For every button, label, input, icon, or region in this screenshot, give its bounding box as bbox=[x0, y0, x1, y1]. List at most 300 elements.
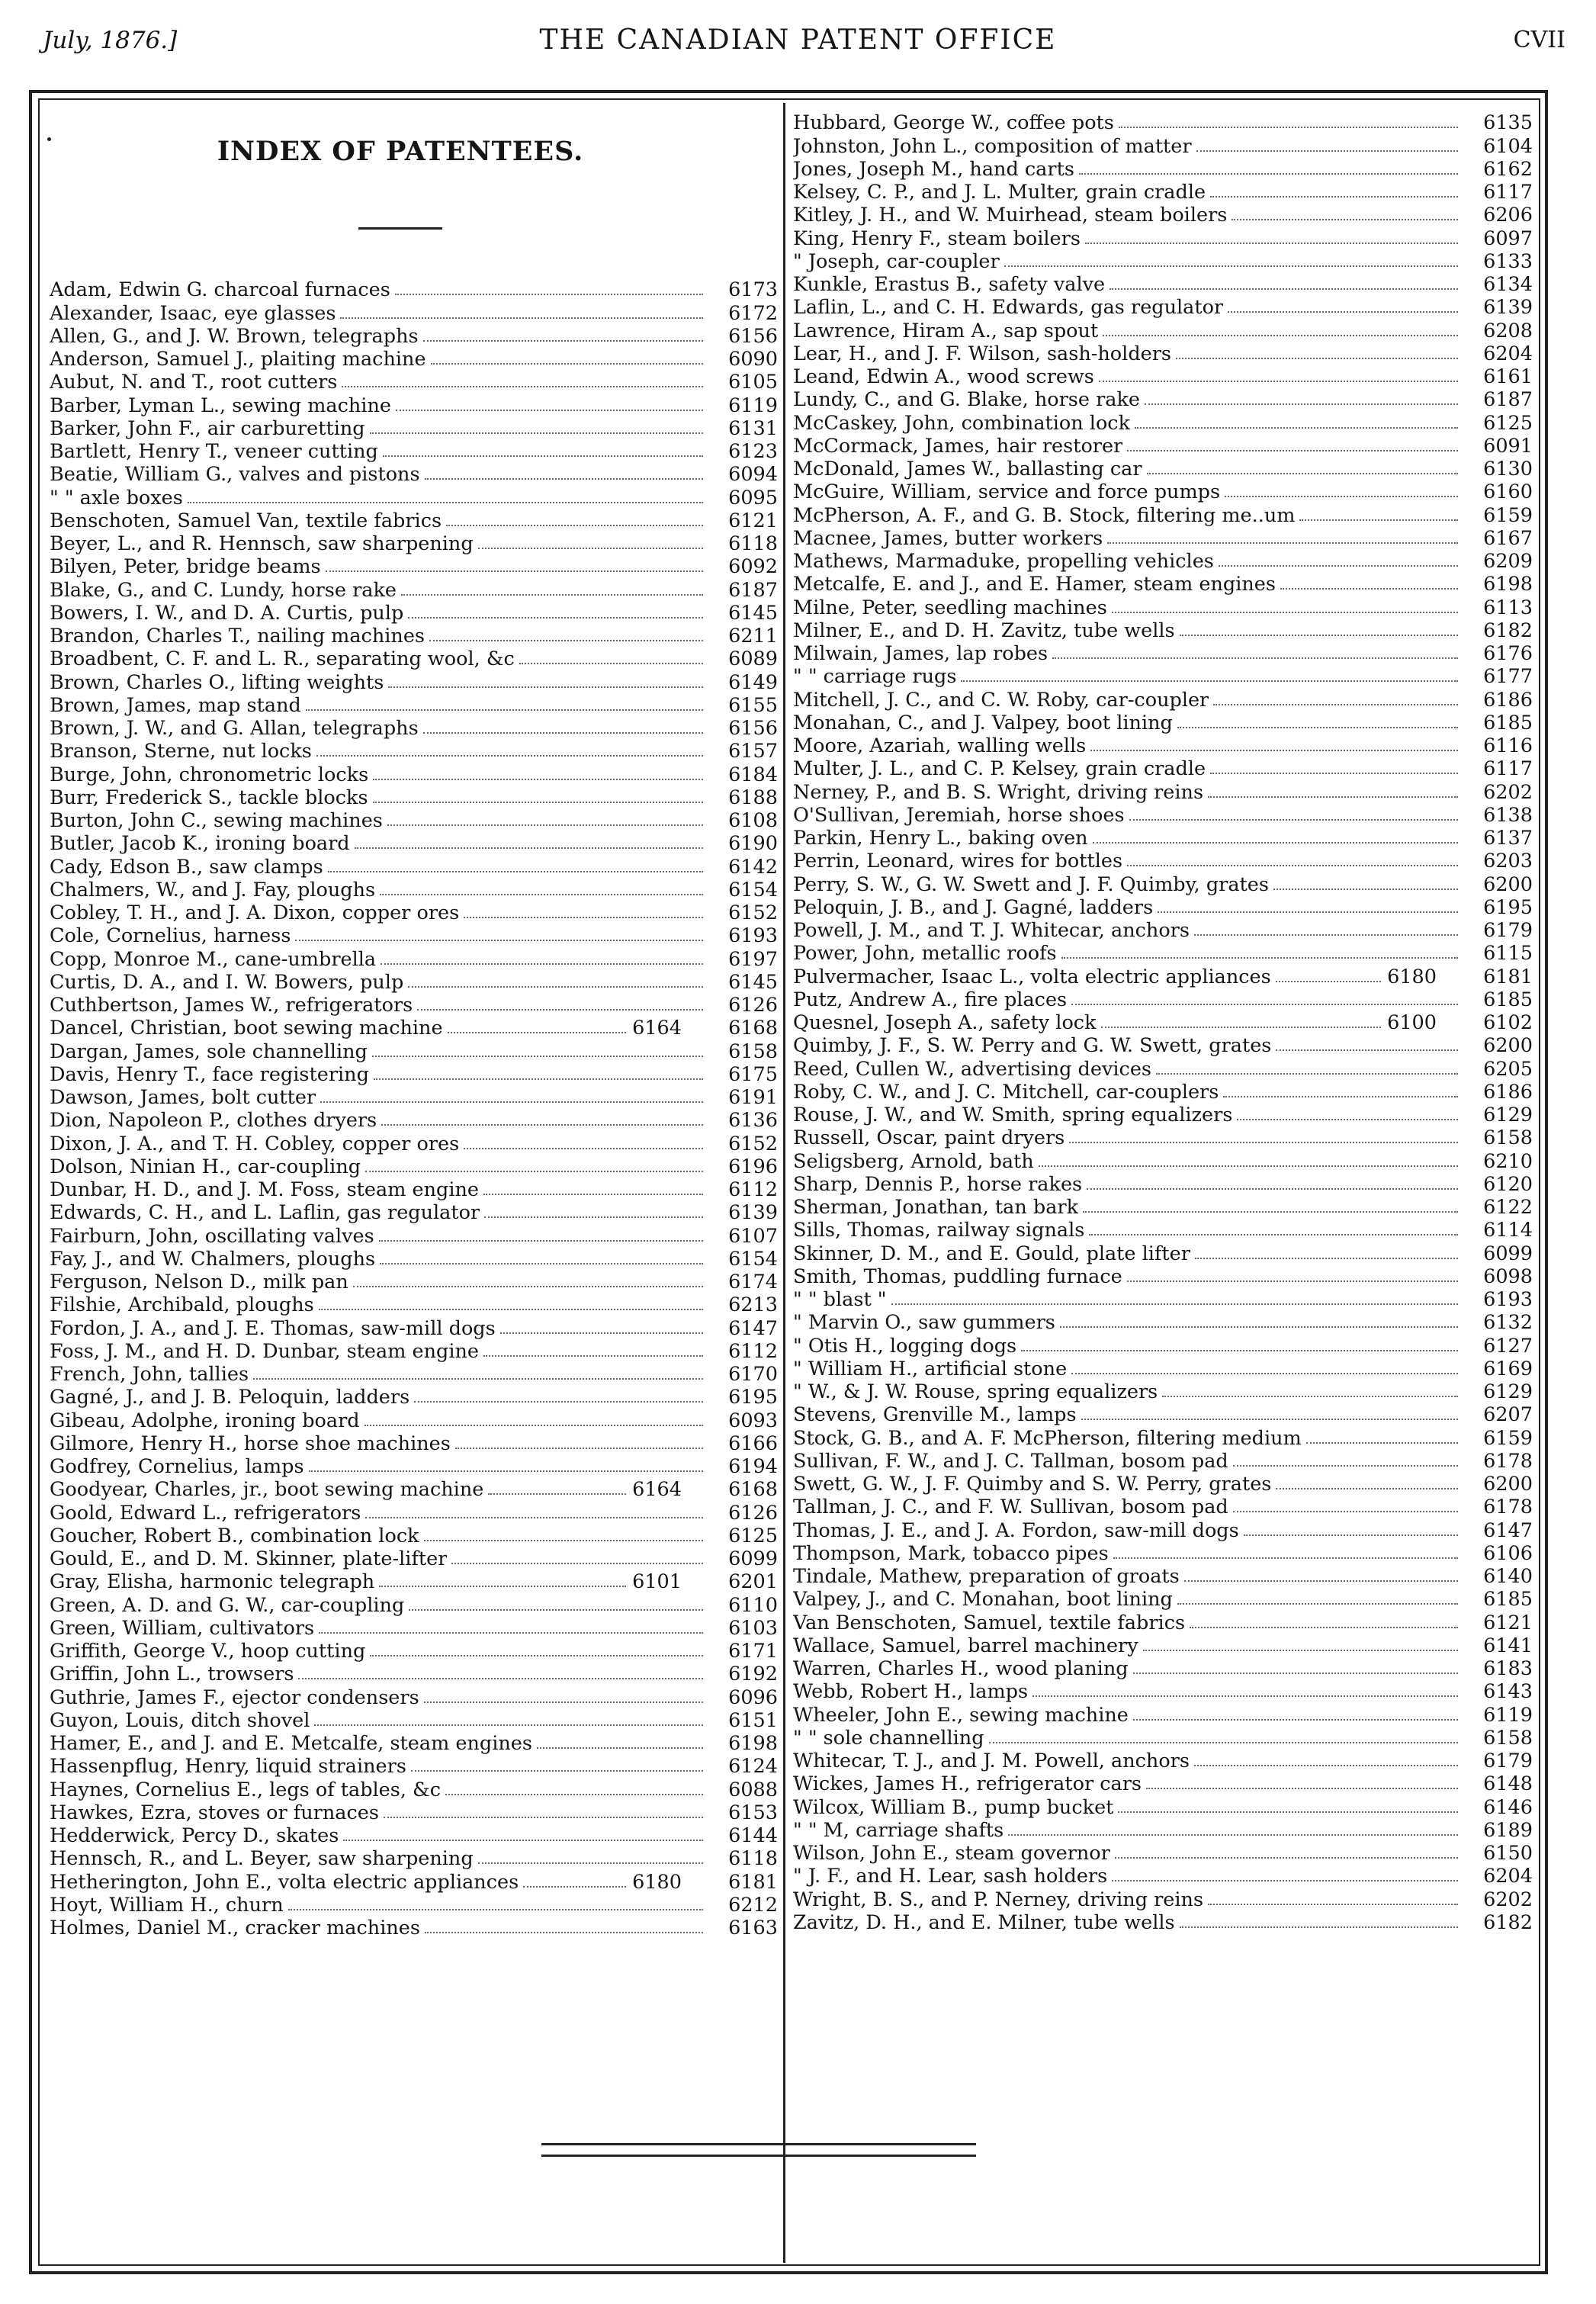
index-entry bbox=[793, 619, 1533, 642]
patent-number: 6181 bbox=[728, 1870, 778, 1894]
patent-number: 6149 bbox=[728, 670, 778, 694]
leader-dots bbox=[1143, 1650, 1458, 1651]
patentee-name: Burge, John, chronometric locks bbox=[50, 763, 369, 786]
patentee-name: Haynes, Cornelius E., legs of tables, &c bbox=[50, 1779, 442, 1801]
index-entry bbox=[793, 1795, 1533, 1818]
patentee-name: Bilyen, Peter, bridge beams bbox=[50, 556, 321, 579]
patentee-name: Adam, Edwin G. charcoal furnaces bbox=[50, 279, 390, 302]
patentee-name: Cobley, T. H., and J. A. Dixon, copper ores bbox=[50, 902, 460, 924]
patentee-name: Kelsey, C. P., and J. L. Multer, grain cradle bbox=[793, 182, 1206, 204]
patent-number: 6118 bbox=[728, 532, 778, 555]
patent-number: 6125 bbox=[728, 1524, 778, 1547]
patent-number: 6093 bbox=[728, 1409, 778, 1432]
patent-number: 6186 bbox=[1483, 688, 1533, 712]
patent-number: 6132 bbox=[1483, 1311, 1533, 1335]
patent-number: 6117 bbox=[1483, 757, 1533, 781]
index-entry bbox=[50, 1432, 778, 1455]
leader-dots bbox=[1032, 1695, 1458, 1697]
patentee-name: Wright, B. S., and P. Nerney, driving reins bbox=[793, 1888, 1204, 1911]
leader-dots bbox=[1083, 1211, 1458, 1213]
patentee-name: Gibeau, Adolphe, ironing board bbox=[50, 1409, 360, 1432]
patent-number: 6110 bbox=[728, 1593, 778, 1617]
leader-dots bbox=[1180, 635, 1458, 636]
leader-dots bbox=[1280, 588, 1458, 590]
patent-number: 6171 bbox=[728, 1640, 778, 1663]
leader-dots bbox=[1060, 1326, 1458, 1328]
index-entry bbox=[793, 1565, 1533, 1588]
patentee-name: Wallace, Samuel, barrel machinery bbox=[793, 1634, 1138, 1657]
index-entry bbox=[50, 348, 778, 371]
patent-number: 6174 bbox=[728, 1271, 778, 1293]
leader-dots bbox=[365, 1517, 703, 1518]
index-entry bbox=[50, 1086, 778, 1109]
patent-number: 6187 bbox=[728, 578, 778, 602]
index-entry bbox=[793, 1588, 1533, 1611]
patentee-name: Butler, Jacob K., ironing board bbox=[50, 833, 350, 856]
patent-number: 6130 bbox=[1483, 458, 1533, 480]
patent-number: 6119 bbox=[1483, 1703, 1533, 1727]
leader-dots bbox=[1127, 450, 1458, 451]
leader-dots bbox=[373, 802, 703, 803]
leader-dots bbox=[1177, 727, 1458, 728]
index-entry bbox=[50, 832, 778, 855]
patent-number: 6121 bbox=[1483, 1611, 1533, 1634]
footer-rule bbox=[541, 2143, 976, 2145]
leader-dots bbox=[537, 1747, 703, 1749]
patent-number: 6153 bbox=[728, 1801, 778, 1824]
patentee-name: Hamer, E., and J. and E. Metcalfe, steam engines bbox=[50, 1733, 532, 1755]
patentee-name: Goucher, Robert B., combination lock bbox=[50, 1525, 419, 1547]
leader-dots bbox=[1233, 1465, 1458, 1467]
patentee-name: Whitecar, T. J., and J. M. Powell, anchors bbox=[793, 1750, 1190, 1772]
patent-number: 6196 bbox=[728, 1155, 778, 1178]
patent-number: 6187 bbox=[1483, 388, 1533, 412]
patent-number: 6115 bbox=[1483, 942, 1533, 966]
leader-dots bbox=[355, 847, 703, 849]
leader-dots bbox=[1145, 403, 1458, 405]
secondary-patent-number: 6164 bbox=[632, 1478, 682, 1502]
patent-number: 6179 bbox=[1483, 919, 1533, 942]
index-entry bbox=[793, 1842, 1533, 1865]
index-entry bbox=[50, 855, 778, 878]
index-entry bbox=[50, 1501, 778, 1524]
patentee-name: Bartlett, Henry T., veneer cutting bbox=[50, 441, 378, 463]
patentee-name: Guyon, Louis, ditch shovel bbox=[50, 1709, 310, 1732]
patentee-name: McGuire, William, service and force pumps bbox=[793, 481, 1221, 504]
patent-number: 6176 bbox=[1483, 642, 1533, 665]
patent-number: 6131 bbox=[728, 416, 778, 440]
index-entry bbox=[793, 181, 1533, 204]
index-entry bbox=[50, 486, 778, 509]
index-entry bbox=[793, 757, 1533, 780]
patent-number: 6206 bbox=[1483, 204, 1533, 227]
leader-dots bbox=[1021, 1350, 1458, 1351]
patentee-name: " " sole channelling bbox=[793, 1727, 984, 1750]
patentee-name: Metcalfe, E. and J., and E. Hamer, steam engines bbox=[793, 574, 1276, 596]
index-entry bbox=[793, 458, 1533, 480]
patent-number: 6172 bbox=[728, 301, 778, 325]
leader-dots bbox=[411, 1770, 703, 1772]
index-entry bbox=[50, 694, 778, 717]
index-entry bbox=[50, 901, 778, 924]
index-entry bbox=[50, 1478, 778, 1501]
patentee-name: Wilcox, William B., pump bucket bbox=[793, 1796, 1114, 1819]
index-entry bbox=[793, 1173, 1533, 1196]
patentee-name: Dancel, Christian, boot sewing machine bbox=[50, 1017, 443, 1040]
leader-dots bbox=[395, 294, 703, 295]
index-entry bbox=[50, 371, 778, 394]
index-entry bbox=[793, 1311, 1533, 1334]
patentee-name: Curtis, D. A., and I. W. Bowers, pulp bbox=[50, 971, 404, 994]
patent-number: 6200 bbox=[1483, 1473, 1533, 1496]
patent-number: 6088 bbox=[728, 1778, 778, 1801]
leader-dots bbox=[1196, 150, 1458, 152]
leader-dots bbox=[384, 1817, 703, 1818]
patentee-name: " Marvin O., saw gummers bbox=[793, 1312, 1055, 1335]
index-entry bbox=[793, 1034, 1533, 1057]
patent-number: 6200 bbox=[1483, 872, 1533, 896]
index-entry bbox=[793, 527, 1533, 550]
patent-number: 6140 bbox=[1483, 1565, 1533, 1588]
patentee-name: Valpey, J., and C. Monahan, boot lining bbox=[793, 1589, 1173, 1612]
patent-number: 6150 bbox=[1483, 1842, 1533, 1865]
leader-dots bbox=[298, 1678, 703, 1679]
index-entry bbox=[50, 1017, 778, 1040]
left-index-column bbox=[50, 278, 778, 1939]
patentee-name: Benschoten, Samuel Van, textile fabrics bbox=[50, 509, 442, 532]
leader-dots bbox=[1087, 1188, 1458, 1190]
patent-number: 6091 bbox=[1483, 434, 1533, 458]
leader-dots bbox=[1039, 1165, 1458, 1167]
patentee-name: Sullivan, F. W., and J. C. Tallman, bosom pad bbox=[793, 1450, 1228, 1473]
patentee-name: Sills, Thomas, railway signals bbox=[793, 1219, 1085, 1242]
index-entry bbox=[793, 1380, 1533, 1403]
column-divider bbox=[783, 103, 785, 2263]
patentee-name: Warren, Charles H., wood planing bbox=[793, 1658, 1129, 1680]
patentee-name: Gould, E., and D. M. Skinner, plate-lifter bbox=[50, 1548, 448, 1570]
leader-dots bbox=[464, 1148, 703, 1149]
patent-number: 6160 bbox=[1483, 480, 1533, 504]
leader-dots bbox=[1081, 1419, 1458, 1420]
patent-number: 6107 bbox=[728, 1224, 778, 1248]
patentee-name: Allen, G., and J. W. Brown, telegraphs bbox=[50, 325, 419, 348]
index-entry bbox=[793, 872, 1533, 895]
leader-dots bbox=[370, 432, 703, 434]
patentee-name: Cole, Cornelius, harness bbox=[50, 925, 291, 948]
patentee-name: Hubbard, George W., coffee pots bbox=[793, 112, 1114, 135]
patentee-name: Sharp, Dennis P., horse rakes bbox=[793, 1173, 1083, 1196]
index-entry bbox=[793, 411, 1533, 434]
patent-number: 6139 bbox=[1483, 296, 1533, 320]
index-entry bbox=[50, 1178, 778, 1201]
patent-number: 6141 bbox=[1483, 1634, 1533, 1657]
leader-dots bbox=[424, 1701, 703, 1703]
leader-dots bbox=[380, 894, 703, 895]
patentee-name: Dion, Napoleon P., clothes dryers bbox=[50, 1110, 377, 1133]
leader-dots bbox=[306, 709, 703, 711]
index-entry bbox=[793, 1750, 1533, 1772]
patent-number: 6197 bbox=[728, 947, 778, 971]
leader-dots bbox=[372, 1056, 703, 1057]
patentee-name: McDonald, James W., ballasting car bbox=[793, 458, 1142, 480]
patent-number: 6183 bbox=[1483, 1657, 1533, 1680]
leader-dots bbox=[1133, 1719, 1458, 1721]
index-entry bbox=[793, 273, 1533, 296]
patent-number: 6194 bbox=[728, 1455, 778, 1478]
patent-number: 6154 bbox=[728, 1247, 778, 1271]
leader-dots bbox=[408, 986, 703, 988]
leader-dots bbox=[379, 1240, 703, 1242]
index-entry bbox=[793, 965, 1533, 988]
patentee-name: Skinner, D. M., and E. Gould, plate lifter bbox=[793, 1242, 1190, 1265]
index-entry bbox=[793, 688, 1533, 711]
patent-number: 6167 bbox=[1483, 526, 1533, 550]
index-entry bbox=[50, 1593, 778, 1616]
leader-dots bbox=[1156, 1073, 1458, 1075]
leader-dots bbox=[1147, 473, 1458, 474]
index-entry bbox=[793, 1219, 1533, 1242]
index-entry bbox=[793, 435, 1533, 458]
leader-dots bbox=[891, 1303, 1458, 1305]
patentee-name: Monahan, C., and J. Valpey, boot lining bbox=[793, 712, 1173, 734]
patentee-name: Mitchell, J. C., and C. W. Roby, car-coupler bbox=[793, 689, 1209, 712]
patent-number: 6106 bbox=[1483, 1541, 1533, 1565]
leader-dots bbox=[483, 1194, 703, 1195]
index-entry bbox=[793, 1081, 1533, 1104]
index-entry bbox=[50, 1663, 778, 1685]
patentee-name: Parkin, Henry L., baking oven bbox=[793, 827, 1088, 850]
leader-dots bbox=[1133, 1673, 1458, 1674]
index-entry bbox=[50, 647, 778, 670]
leader-dots bbox=[1052, 657, 1458, 659]
index-entry bbox=[50, 717, 778, 740]
leader-dots bbox=[409, 1609, 703, 1611]
patentee-name: Thomas, J. E., and J. A. Fordon, saw-mill dogs bbox=[793, 1519, 1239, 1542]
secondary-patent-number: 6180 bbox=[632, 1870, 682, 1894]
patentee-name: Johnston, John L., composition of matter bbox=[793, 135, 1192, 158]
patent-number: 6193 bbox=[1483, 1288, 1533, 1311]
patent-number: 6182 bbox=[1483, 1910, 1533, 1934]
index-entry bbox=[793, 1680, 1533, 1703]
leader-dots bbox=[320, 1101, 703, 1103]
index-entry bbox=[50, 1155, 778, 1178]
patent-number: 6118 bbox=[728, 1847, 778, 1871]
patent-number: 6209 bbox=[1483, 550, 1533, 573]
index-entry bbox=[793, 780, 1533, 803]
leader-dots bbox=[288, 1909, 703, 1910]
leader-dots bbox=[1090, 750, 1458, 751]
patent-number: 6127 bbox=[1483, 1334, 1533, 1358]
patentee-name: Hoyt, William H., churn bbox=[50, 1894, 284, 1917]
leader-dots bbox=[519, 663, 703, 664]
index-entry bbox=[793, 204, 1533, 227]
patent-number: 6184 bbox=[728, 763, 778, 786]
index-entry bbox=[793, 1265, 1533, 1288]
patent-number: 6094 bbox=[728, 463, 778, 487]
index-entry bbox=[793, 1518, 1533, 1541]
leader-dots bbox=[1118, 1811, 1458, 1813]
index-entry bbox=[50, 1248, 778, 1271]
leader-dots bbox=[989, 1742, 1458, 1743]
patentee-name: French, John, tallies bbox=[50, 1364, 249, 1386]
patent-number: 6103 bbox=[728, 1616, 778, 1640]
patent-number: 6096 bbox=[728, 1685, 778, 1709]
leader-dots bbox=[478, 1862, 703, 1864]
index-entry bbox=[50, 1894, 778, 1917]
leader-dots bbox=[423, 340, 703, 342]
leader-dots bbox=[523, 1886, 626, 1888]
index-entry bbox=[50, 1685, 778, 1708]
leader-dots bbox=[253, 1378, 703, 1380]
index-entry bbox=[793, 1496, 1533, 1518]
patentee-name: Laflin, L., and C. H. Edwards, gas regulator bbox=[793, 297, 1224, 320]
patent-number: 6129 bbox=[1483, 1380, 1533, 1403]
leader-dots bbox=[326, 570, 703, 572]
running-header-title: THE CANADIAN PATENT OFFICE bbox=[539, 24, 1057, 56]
patent-number: 6120 bbox=[1483, 1172, 1533, 1196]
leader-dots bbox=[1004, 265, 1458, 267]
patent-number: 6207 bbox=[1483, 1403, 1533, 1427]
index-entry bbox=[50, 1547, 778, 1570]
index-entry bbox=[793, 1473, 1533, 1496]
leader-dots bbox=[414, 1401, 703, 1403]
index-entry bbox=[793, 550, 1533, 573]
patent-number: 6102 bbox=[1483, 1011, 1533, 1034]
leader-dots bbox=[1085, 243, 1458, 244]
patent-number: 6203 bbox=[1483, 850, 1533, 873]
leader-dots bbox=[1194, 1765, 1458, 1766]
patent-number: 6182 bbox=[1483, 619, 1533, 642]
index-entry bbox=[50, 555, 778, 578]
index-entry bbox=[793, 1358, 1533, 1380]
index-entry bbox=[793, 227, 1533, 249]
patent-number: 6121 bbox=[728, 509, 778, 532]
leader-dots bbox=[1223, 1096, 1458, 1097]
patentee-name: Moore, Azariah, walling wells bbox=[793, 735, 1087, 757]
patent-number: 6193 bbox=[728, 924, 778, 948]
leader-dots bbox=[353, 1286, 703, 1287]
patentee-name: Dolson, Ninian H., car-coupling bbox=[50, 1155, 361, 1178]
index-entry bbox=[50, 301, 778, 324]
patentee-name: Milwain, James, lap robes bbox=[793, 643, 1048, 665]
index-entry bbox=[793, 296, 1533, 319]
index-entry bbox=[793, 342, 1533, 365]
patentee-name: Davis, Henry T., face registering bbox=[50, 1063, 369, 1086]
patentee-name: Nerney, P., and B. S. Wright, driving reins bbox=[793, 781, 1204, 804]
index-entry bbox=[50, 1570, 778, 1593]
leader-dots bbox=[1244, 1534, 1458, 1536]
patentee-name: Gray, Elisha, harmonic telegraph bbox=[50, 1571, 375, 1594]
leader-dots bbox=[464, 917, 703, 918]
patent-number: 6114 bbox=[1483, 1219, 1533, 1242]
index-entry bbox=[793, 1865, 1533, 1888]
patentee-name: Russell, Oscar, paint dryers bbox=[793, 1127, 1065, 1150]
patentee-name: Goold, Edward L., refrigerators bbox=[50, 1502, 361, 1525]
patentee-name: O'Sullivan, Jeremiah, horse shoes bbox=[793, 804, 1125, 827]
index-entry bbox=[793, 134, 1533, 157]
patentee-name: Lear, H., and J. F. Wilson, sash-holders bbox=[793, 342, 1172, 365]
patent-number: 6168 bbox=[728, 1478, 778, 1502]
leader-dots bbox=[374, 1078, 703, 1080]
leader-dots bbox=[1099, 381, 1458, 382]
leader-dots bbox=[1276, 981, 1381, 982]
leader-dots bbox=[423, 732, 703, 734]
patent-number: 6195 bbox=[728, 1386, 778, 1409]
index-entry bbox=[793, 642, 1533, 665]
patentee-name: Dargan, James, sole channelling bbox=[50, 1040, 368, 1063]
patent-number: 6124 bbox=[728, 1755, 778, 1779]
patentee-name: Stock, G. B., and A. F. McPherson, filtering medium bbox=[793, 1427, 1302, 1450]
patentee-name: Wilson, John E., steam governor bbox=[793, 1843, 1110, 1865]
patent-number: 6179 bbox=[1483, 1750, 1533, 1772]
leader-dots bbox=[1071, 1004, 1458, 1005]
patentee-name: " J. F., and H. Lear, sash holders bbox=[793, 1865, 1108, 1888]
index-entry bbox=[793, 919, 1533, 942]
patentee-name: " " axle boxes bbox=[50, 487, 183, 509]
patent-number: 6168 bbox=[728, 1017, 778, 1040]
patentee-name: King, Henry F., steam boilers bbox=[793, 227, 1081, 250]
leader-dots bbox=[1135, 427, 1458, 429]
index-entry bbox=[50, 1271, 778, 1293]
patent-number: 6122 bbox=[1483, 1196, 1533, 1219]
patentee-name: Smith, Thomas, puddling furnace bbox=[793, 1265, 1122, 1288]
leader-dots bbox=[1079, 173, 1458, 175]
index-entry bbox=[793, 1242, 1533, 1264]
patent-number: 6158 bbox=[1483, 1126, 1533, 1150]
patent-number: 6135 bbox=[1483, 111, 1533, 135]
index-entry bbox=[793, 665, 1533, 688]
leader-dots bbox=[381, 963, 703, 965]
leader-dots bbox=[1101, 1027, 1382, 1028]
patentee-name: Gagné, J., and J. B. Peloquin, ladders bbox=[50, 1387, 410, 1409]
patent-number: 6195 bbox=[1483, 895, 1533, 919]
patent-number: 6142 bbox=[728, 855, 778, 879]
index-entry bbox=[50, 1063, 778, 1086]
leader-dots bbox=[1276, 1049, 1458, 1051]
index-entry bbox=[50, 325, 778, 348]
index-entry bbox=[50, 1293, 778, 1316]
patentee-name: Filshie, Archibald, ploughs bbox=[50, 1294, 314, 1317]
patent-number: 6156 bbox=[728, 324, 778, 348]
patent-number: 6145 bbox=[728, 601, 778, 625]
index-entry bbox=[50, 417, 778, 440]
page-number: CVII bbox=[1513, 27, 1565, 53]
leader-dots bbox=[396, 410, 703, 411]
patentee-name: Quimby, J. F., S. W. Perry and G. W. Swett, grates bbox=[793, 1035, 1272, 1058]
patentee-name: Perry, S. W., G. W. Swett and J. F. Quimby, grates bbox=[793, 873, 1269, 896]
leader-dots bbox=[1225, 496, 1458, 497]
index-entry bbox=[793, 250, 1533, 273]
leader-dots bbox=[380, 1263, 703, 1264]
leader-dots bbox=[500, 1332, 703, 1334]
leader-dots bbox=[961, 680, 1458, 682]
patentee-name: Putz, Andrew A., fire places bbox=[793, 988, 1068, 1011]
patentee-name: Beyer, L., and R. Hennsch, saw sharpening bbox=[50, 533, 474, 555]
patent-number: 6158 bbox=[728, 1040, 778, 1063]
patentee-name: Broadbent, C. F. and L. R., separating wool, &c bbox=[50, 648, 515, 671]
patentee-name: Fairburn, John, oscillating valves bbox=[50, 1225, 374, 1248]
patent-number: 6185 bbox=[1483, 1588, 1533, 1612]
patentee-name: Fay, J., and W. Chalmers, ploughs bbox=[50, 1248, 376, 1271]
index-entry bbox=[793, 573, 1533, 596]
patent-number: 6123 bbox=[728, 440, 778, 463]
leader-dots bbox=[1158, 911, 1458, 913]
patentee-name: Green, William, cultivators bbox=[50, 1617, 315, 1640]
leader-dots bbox=[451, 1563, 703, 1564]
patent-number: 6126 bbox=[728, 994, 778, 1017]
patent-number: 6098 bbox=[1483, 1264, 1533, 1288]
index-entry bbox=[50, 1224, 778, 1247]
